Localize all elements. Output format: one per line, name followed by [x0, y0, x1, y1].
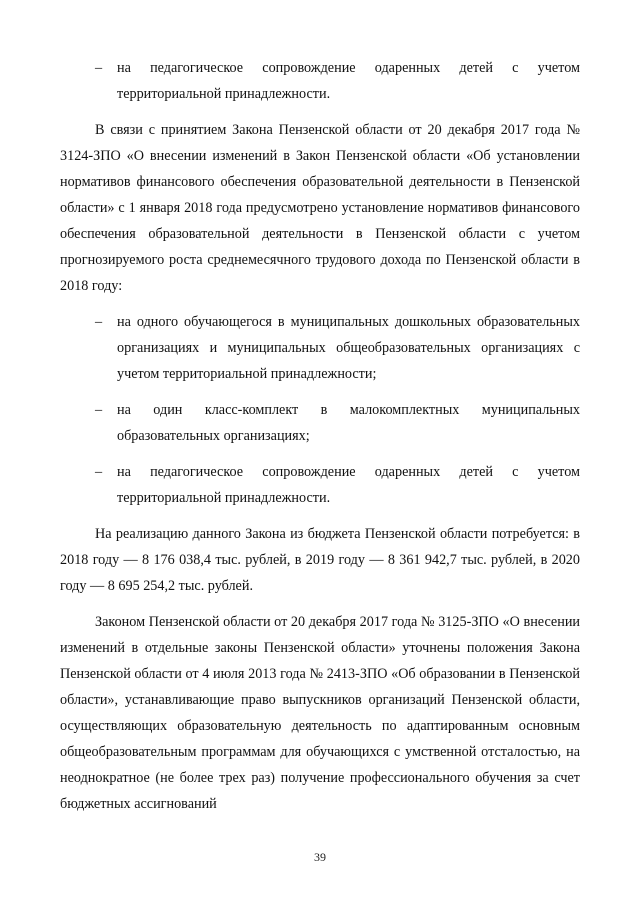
paragraph: [60, 609, 580, 817]
list-item: [95, 397, 580, 449]
bullet-dash: –: [95, 314, 103, 330]
bullet-dash: –: [95, 402, 103, 418]
list-item-text: на педагогическое сопровождение одаренных детей с учетом территориальной принадлежности.: [117, 60, 580, 102]
list-item: [95, 55, 580, 107]
page-number: 39: [314, 850, 326, 864]
paragraph-text: В связи с принятием Закона Пензенской области от 20 декабря 2017 года № 3124-ЗПО «О внесении изменений в Закон Пензенской области «Об установлении нормативов финансового обеспечения образовательной деятельности в Пензенской области» с 1 января 2018 года предусмотрено установление нормативов финансового обеспечения образовательной деятельности в Пензенской области с учетом прогнозируемого роста среднемесячного трудового дохода по Пензенской области в 2018 году:: [60, 122, 580, 294]
paragraph: [60, 117, 580, 299]
list-item-text: на педагогическое сопровождение одаренных детей с учетом территориальной принадлежности.: [117, 464, 580, 506]
list-item-text: на один класс-комплект в малокомплектных муниципальных образовательных организациях;: [117, 402, 580, 444]
paragraph: [60, 521, 580, 599]
document-page: [60, 55, 580, 827]
bullet-dash: –: [95, 464, 103, 480]
paragraph-text: На реализацию данного Закона из бюджета Пензенской области потребуется: в 2018 году — 8 176 038,4 тыс. рублей, в 2019 году — 8 361 942,7 тыс. рублей, в 2020 году — 8 695 254,2 тыс. рублей.: [60, 526, 580, 594]
list-item-text: на одного обучающегося в муниципальных дошкольных образовательных организациях и муниципальных общеобразовательных организациях с учетом территориальной принадлежности;: [117, 314, 580, 382]
paragraph-text: Законом Пензенской области от 20 декабря 2017 года № 3125-ЗПО «О внесении изменений в отдельные законы Пензенской области» уточнены положения Закона Пензенской области от 4 июля 2013 года № 2413-ЗПО «Об образовании в Пензенской области», устанавливающие право выпускников организаций Пензенской области, осуществляющих образовательную деятельность по адаптированным основным общеобразовательным программам для обучающихся с умственной отсталостью, на неоднократное (не более трех раз) получение профессионального обучения за счет бюджетных ассигнований: [60, 614, 580, 812]
list-item: [95, 459, 580, 511]
bullet-dash: –: [95, 60, 103, 76]
list-item: [95, 309, 580, 387]
